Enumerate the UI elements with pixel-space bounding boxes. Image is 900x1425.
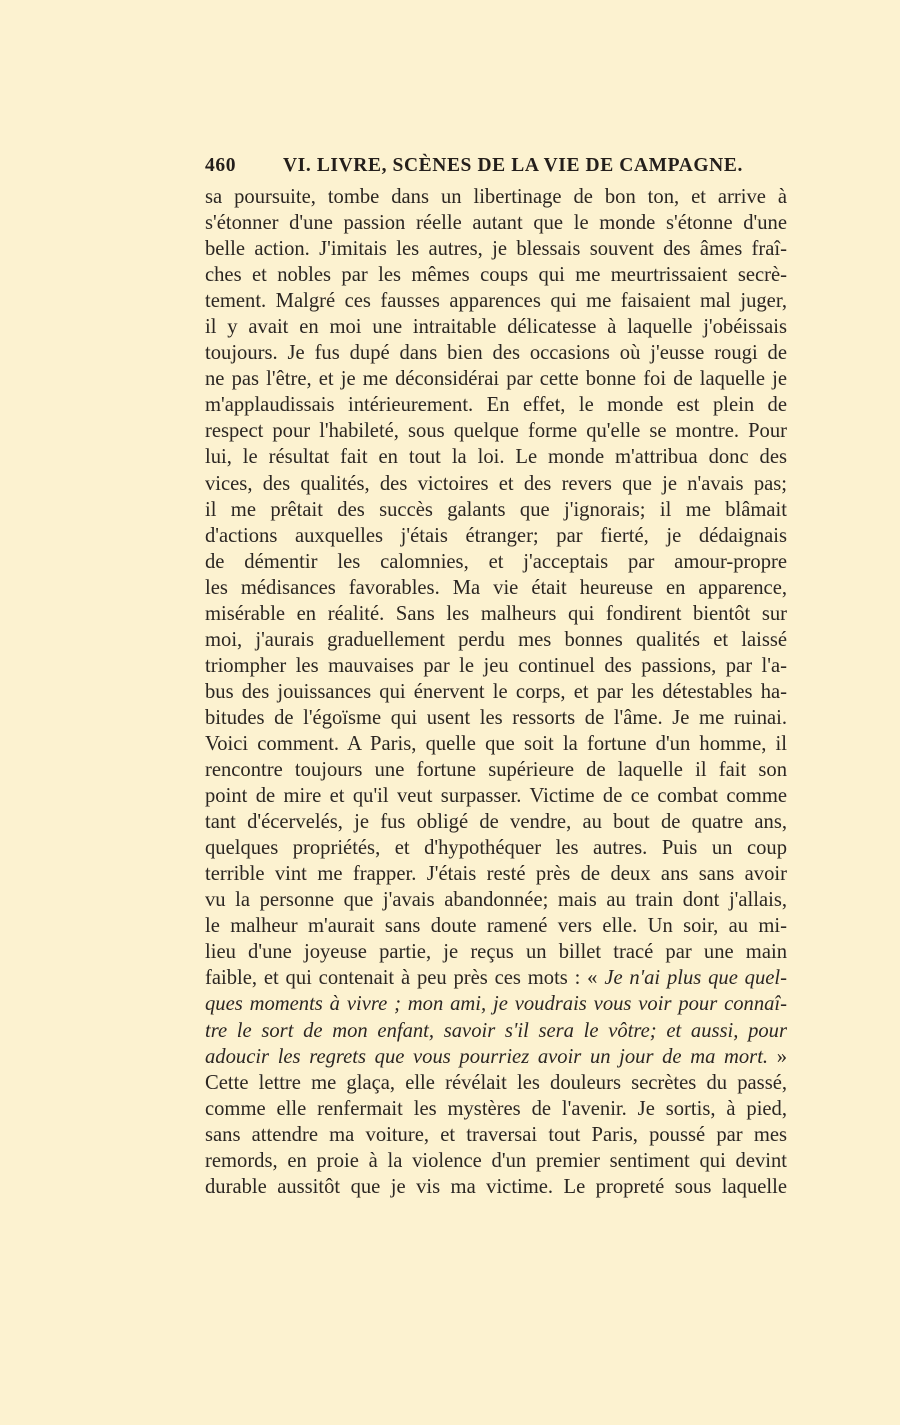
page-number: 460 (205, 155, 237, 176)
text-line (205, 809, 787, 835)
text-line (205, 392, 787, 418)
text-segment: s'étonner d'une passion réelle autant que le monde s'étonne d'une (205, 212, 787, 235)
text-line (205, 523, 787, 549)
text-line (205, 184, 787, 210)
text-line (205, 418, 787, 444)
text-line (205, 1148, 787, 1174)
page-header (205, 155, 787, 185)
text-segment: lui, le résultat fait en tout la loi. Le monde m'attribua donc des (205, 446, 787, 469)
italic-quote: ques moments à vivre ; mon ami, je voudrais vous voir pour connaî- (205, 993, 787, 1016)
text-line (205, 549, 787, 575)
text-line (205, 653, 787, 679)
text-segment: remords, en proie à la violence d'un premier sentiment qui devint (205, 1149, 787, 1172)
text-segment: il me prêtait des succès galants que j'ignorais; il me blâmait (205, 498, 787, 521)
text-segment: terrible vint me frapper. J'étais resté près de deux ans sans avoir (205, 863, 787, 886)
text-line (205, 575, 787, 601)
text-segment: triompher les mauvaises par le jeu continuel des passions, par l'a- (205, 654, 787, 677)
text-line (205, 366, 787, 392)
text-segment: Voici comment. A Paris, quelle que soit la fortune d'un homme, il (205, 732, 787, 755)
text-line (205, 1044, 787, 1070)
text-segment: tant d'écervelés, je fus obligé de vendre, au bout de quatre ans, (205, 811, 787, 834)
text-line (205, 1096, 787, 1122)
text-line (205, 861, 787, 887)
text-segment: Cette lettre me glaça, elle révélait les douleurs secrètes du passé, (205, 1071, 787, 1094)
italic-quote: Je n'ai plus que quel- (604, 967, 787, 990)
text-line (205, 1070, 787, 1096)
text-line (205, 627, 787, 653)
italic-quote: tre le sort de mon enfant, savoir s'il sera le vôtre; et aussi, pour (205, 1019, 787, 1042)
text-segment: lieu d'une joyeuse partie, je reçus un billet tracé par une main (205, 941, 787, 964)
text-line (205, 1018, 787, 1044)
text-segment: comme elle renfermait les mystères de l'avenir. Je sortis, à pied, (205, 1097, 787, 1120)
text-line (205, 939, 787, 965)
text-segment: faible, et qui contenait à peu près ces mots : « (205, 967, 605, 990)
text-line (205, 757, 787, 783)
text-line (205, 835, 787, 861)
text-segment: le malheur m'aurait sans doute ramené vers elle. Un soir, au mi- (205, 915, 787, 938)
text-segment: ches et nobles par les mêmes coups qui me meurtrissaient secrè- (205, 264, 787, 287)
text-segment: sa poursuite, tombe dans un libertinage de bon ton, et arrive à (205, 186, 787, 208)
italic-quote: adoucir les regrets que vous pourriez avoir un jour de ma mort. (205, 1045, 769, 1068)
text-line (205, 965, 787, 991)
text-segment: bus des jouissances qui énervent le corps, et par les détestables ha- (205, 680, 787, 703)
text-line (205, 236, 787, 262)
text-line (205, 601, 787, 627)
text-line (205, 679, 787, 705)
body-text (205, 184, 787, 1200)
text-segment: » (768, 1045, 787, 1068)
text-segment: vices, des qualités, des victoires et des revers que je n'avais pas; (205, 472, 787, 495)
text-line (205, 1174, 787, 1200)
text-line (205, 497, 787, 523)
text-line (205, 731, 787, 757)
text-segment: moi, j'aurais graduellement perdu mes bonnes qualités et laissé (205, 628, 787, 651)
text-segment: misérable en réalité. Sans les malheurs qui fondirent bientôt sur (205, 602, 787, 625)
text-line (205, 471, 787, 497)
running-head: VI. LIVRE, SCÈNES DE LA VIE DE CAMPAGNE. (283, 155, 743, 176)
text-segment: toujours. Je fus dupé dans bien des occasions où j'eusse rougi de (205, 342, 787, 365)
text-line (205, 991, 787, 1017)
text-line (205, 705, 787, 731)
text-line (205, 444, 787, 470)
text-line (205, 314, 787, 340)
text-line (205, 262, 787, 288)
text-line (205, 783, 787, 809)
text-segment: d'actions auxquelles j'étais étranger; par fierté, je dédaignais (205, 524, 787, 547)
text-segment: les médisances favorables. Ma vie était heureuse en apparence, (205, 576, 787, 599)
text-segment: tement. Malgré ces fausses apparences qui me faisaient mal juger, (205, 290, 787, 313)
text-segment: belle action. J'imitais les autres, je blessais souvent des âmes fraî- (205, 238, 787, 261)
text-line (205, 913, 787, 939)
text-line (205, 210, 787, 236)
text-segment: de démentir les calomnies, et j'acceptais par amour-propre (205, 550, 787, 573)
text-segment: point de mire et qu'il veut surpasser. Victime de ce combat comme (205, 785, 787, 808)
text-segment: rencontre toujours une fortune supérieure de laquelle il fait son (205, 759, 787, 782)
text-segment: ne pas l'être, et je me déconsidérai par cette bonne foi de laquelle je (205, 368, 787, 391)
text-line (205, 1122, 787, 1148)
text-segment: quelques propriétés, et d'hypothéquer les autres. Puis un coup (205, 837, 787, 860)
text-segment: m'applaudissais intérieurement. En effet, le monde est plein de (205, 394, 787, 417)
text-segment: bitudes de l'égoïsme qui usent les ressorts de l'âme. Je me ruinai. (205, 706, 787, 729)
text-line (205, 887, 787, 913)
text-segment: sans attendre ma voiture, et traversai tout Paris, poussé par mes (205, 1123, 787, 1146)
text-segment: respect pour l'habileté, sous quelque forme qu'elle se montre. Pour (205, 420, 787, 443)
text-segment: il y avait en moi une intraitable délicatesse à laquelle j'obéissais (205, 316, 787, 339)
text-line (205, 340, 787, 366)
text-segment: durable aussitôt que je vis ma victime. Le propreté sous laquelle (205, 1175, 787, 1198)
text-segment: vu la personne que j'avais abandonnée; mais au train dont j'allais, (205, 889, 787, 912)
text-line (205, 288, 787, 314)
